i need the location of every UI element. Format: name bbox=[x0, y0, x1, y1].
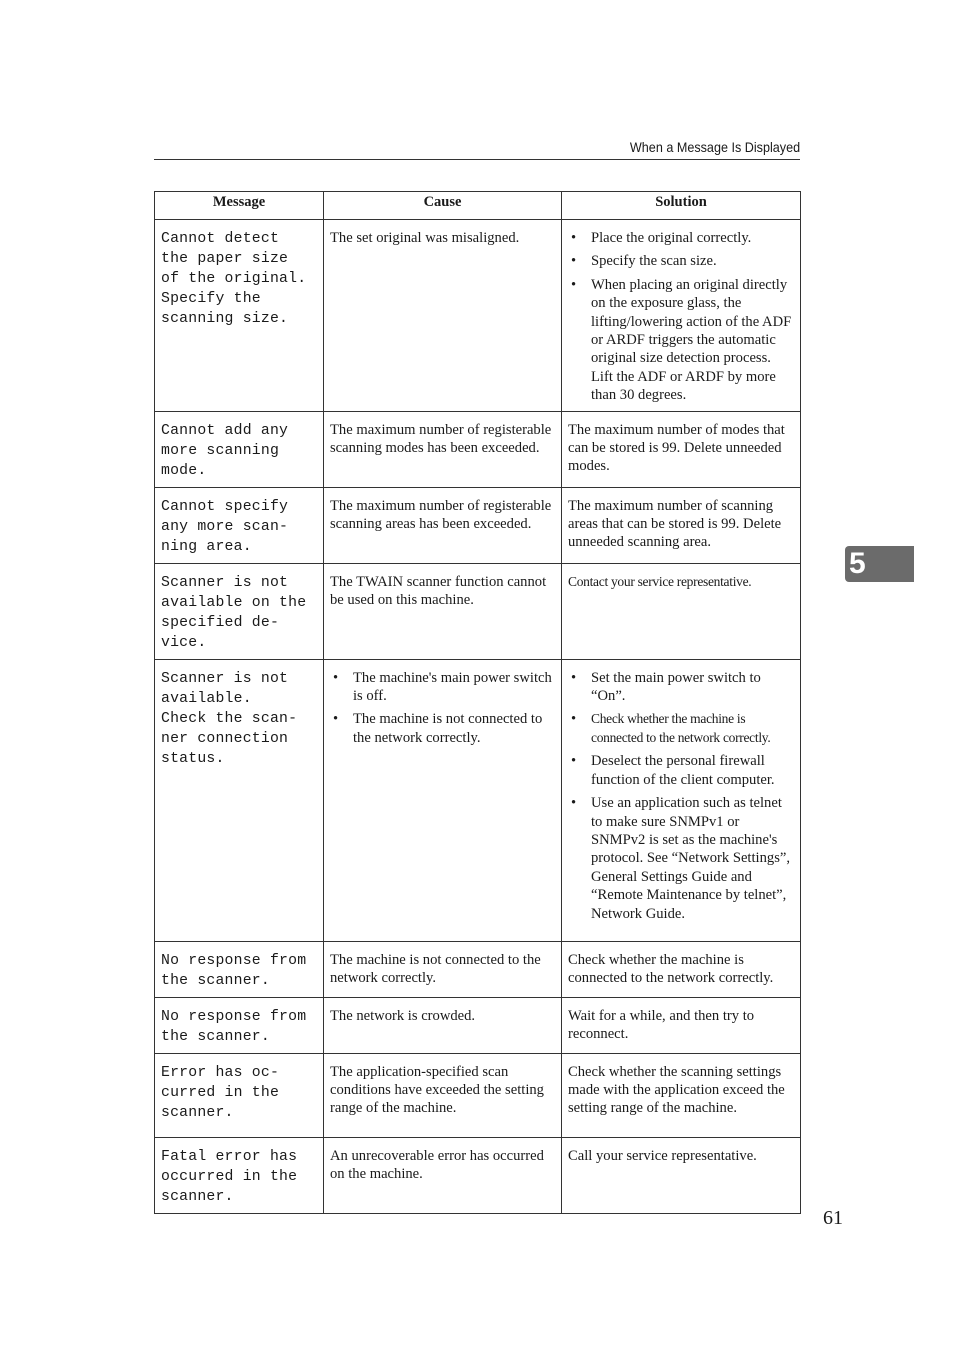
cause-cell bbox=[324, 659, 562, 941]
message-cell: Cannot detect the paper size of the original. Specify the scanning size. bbox=[155, 220, 324, 412]
bullet-icon: • bbox=[333, 711, 339, 728]
cause-text: The application-specified scan conditions have exceeded the setting range of the machine. bbox=[330, 1063, 544, 1117]
cause-cell bbox=[324, 220, 562, 412]
cause-cell bbox=[324, 941, 562, 997]
solution-cell bbox=[562, 1137, 801, 1213]
chapter-tab bbox=[845, 546, 914, 582]
solution-text: Check whether the machine is connected to the network correctly. bbox=[568, 951, 774, 987]
solution-text: Check whether the scanning settings made with the application exceed the setting range of the machine. bbox=[568, 1063, 785, 1117]
cause-cell bbox=[324, 563, 562, 659]
table-row bbox=[155, 659, 801, 941]
solution-cell bbox=[562, 411, 801, 487]
table-row bbox=[155, 411, 801, 487]
message-cell: Scanner is not available. Check the scan- ner connection status. bbox=[155, 659, 324, 941]
message-cell: No response from the scanner. bbox=[155, 997, 324, 1053]
solution-item: • Check whether the machine is connected to the network correctly. bbox=[571, 711, 771, 745]
solution-cell bbox=[562, 659, 801, 941]
bullet-icon: • bbox=[571, 753, 577, 770]
cause-cell bbox=[324, 411, 562, 487]
cause-text: The network is crowded. bbox=[330, 1007, 476, 1024]
solution-text: Wait for a while, and then try to reconnect. bbox=[568, 1007, 755, 1043]
cause-cell bbox=[324, 1137, 562, 1213]
bullet-icon: • bbox=[571, 253, 577, 270]
solution-cell bbox=[562, 997, 801, 1053]
solution-text: The maximum number of scanning areas that can be stored is 99. Delete unneeded scanning area. bbox=[568, 497, 782, 551]
bullet-icon: • bbox=[571, 795, 577, 812]
solution-item: • Deselect the personal firewall function of the client computer. bbox=[571, 753, 775, 788]
page-number: 61 bbox=[823, 1207, 843, 1229]
bullet-icon: • bbox=[333, 669, 339, 686]
message-cell: Cannot add any more scanning mode. bbox=[155, 411, 324, 487]
solution-cell bbox=[562, 487, 801, 563]
chapter-number: 5 bbox=[849, 547, 866, 580]
solution-cell bbox=[562, 563, 801, 659]
message-table bbox=[154, 191, 801, 1214]
table-row bbox=[155, 563, 801, 659]
solution-cell bbox=[562, 941, 801, 997]
table-row bbox=[155, 941, 801, 997]
cause-text: The set original was misaligned. bbox=[330, 230, 520, 246]
table-row bbox=[155, 1053, 801, 1137]
cause-text: The maximum number of registerable scanning areas has been exceeded. bbox=[330, 497, 552, 533]
cause-item: • The machine is not connected to the network correctly. bbox=[333, 711, 543, 746]
bullet-icon: • bbox=[571, 230, 577, 246]
table-header-row bbox=[155, 192, 801, 220]
cause-text: The maximum number of registerable scanning modes has been exceeded. bbox=[330, 421, 552, 457]
message-cell: No response from the scanner. bbox=[155, 941, 324, 997]
solution-item: • When placing an original directly on the exposure glass, the lifting/lowering action of the ADF or ARDF triggers the automatic original size detection process. Lift the ADF or ARDF by more than 30 degrees. bbox=[571, 276, 792, 404]
solution-cell bbox=[562, 1053, 801, 1137]
solution-item: • Use an application such as telnet to make sure SNMPv1 or SNMPv2 is set as the machine's protocol. See “Network Settings”, General Settings Guide and “Remote Maintenance by telnet”, Network Guide. bbox=[571, 795, 790, 922]
bullet-icon: • bbox=[571, 276, 577, 293]
cause-cell bbox=[324, 997, 562, 1053]
table-row bbox=[155, 1137, 801, 1213]
table-row bbox=[155, 220, 801, 412]
message-cell: Fatal error has occurred in the scanner. bbox=[155, 1137, 324, 1213]
solution-cell bbox=[562, 220, 801, 412]
solution-text: Contact your service representative. bbox=[568, 573, 752, 589]
header-rule bbox=[154, 159, 800, 160]
message-cell: Error has oc- curred in the scanner. bbox=[155, 1053, 324, 1137]
solution-text: Call your service representative. bbox=[568, 1147, 757, 1164]
message-cell: Scanner is not available on the specified de- vice. bbox=[155, 563, 324, 659]
table-row bbox=[155, 487, 801, 563]
cause-cell bbox=[324, 487, 562, 563]
solution-item: • Place the original correctly. bbox=[571, 230, 752, 246]
solution-item: • Set the main power switch to “On”. bbox=[571, 669, 761, 705]
cause-text: The machine is not connected to the network correctly. bbox=[330, 951, 541, 987]
cause-item: • The machine's main power switch is off. bbox=[333, 669, 552, 705]
message-cell: Cannot specify any more scan- ning area. bbox=[155, 487, 324, 563]
bullet-icon: • bbox=[571, 711, 577, 728]
cause-text: An unrecoverable error has occurred on the machine. bbox=[330, 1147, 544, 1183]
solution-item: • Specify the scan size. bbox=[571, 253, 717, 270]
solution-text: The maximum number of modes that can be stored is 99. Delete unneeded modes. bbox=[568, 421, 785, 475]
column-header-message: Message bbox=[155, 192, 324, 220]
cause-cell bbox=[324, 1053, 562, 1137]
table-row bbox=[155, 997, 801, 1053]
running-header-title: When a Message Is Displayed bbox=[629, 139, 800, 155]
bullet-icon: • bbox=[571, 669, 577, 686]
column-header-solution: Solution bbox=[562, 192, 801, 220]
cause-text: The TWAIN scanner function cannot be used on this machine. bbox=[330, 573, 547, 609]
column-header-cause: Cause bbox=[324, 192, 562, 220]
